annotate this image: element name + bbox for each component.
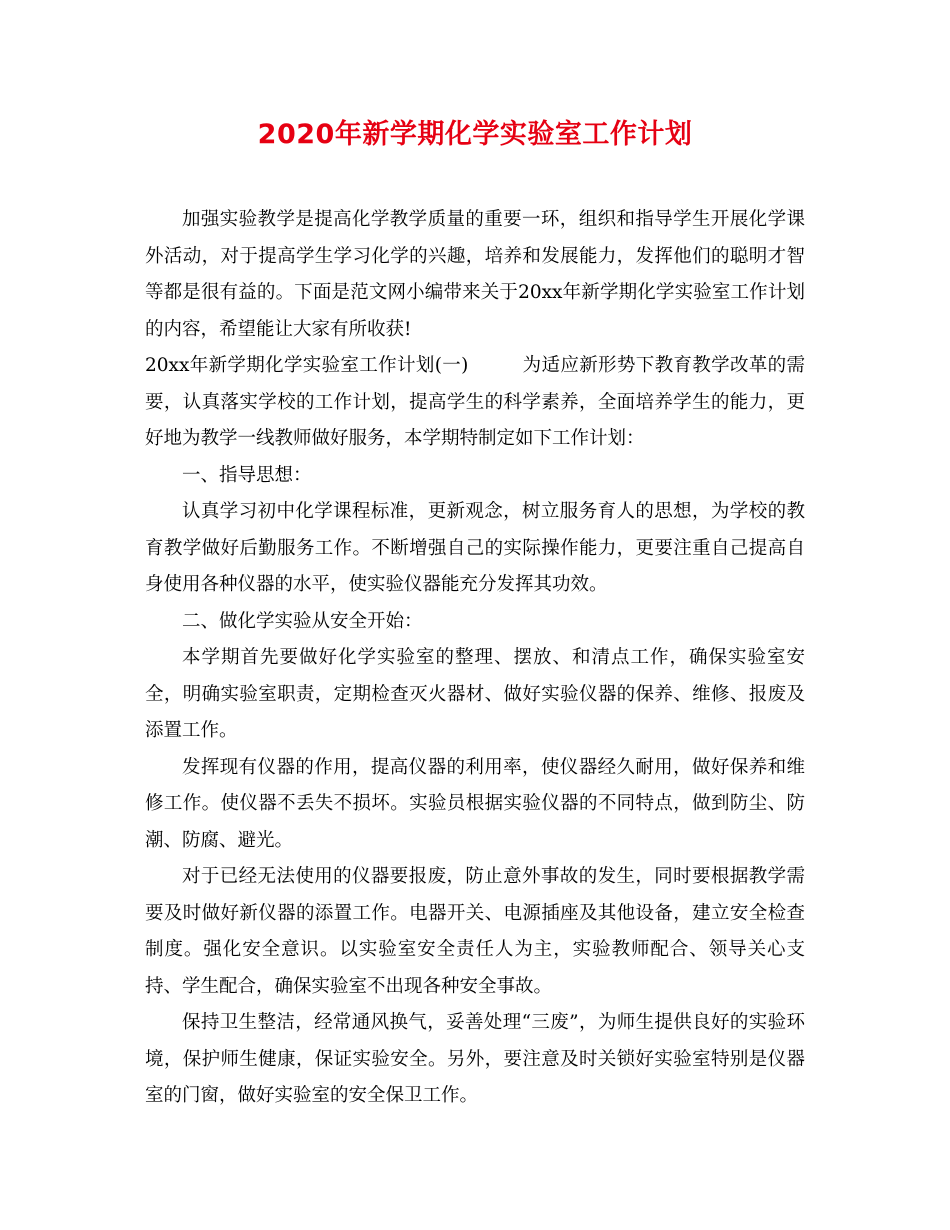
- section-2-paragraph-2: 发挥现有仪器的作用，提高仪器的利用率，使仪器经久耐用，做好保养和维修工作。使仪器不丢失不损坏。实验员根据实验仪器的不同特点，做到防尘、防潮、防腐、避光。: [145, 756, 805, 851]
- plan-heading: 20xx年新学期化学实验室工作计划(一): [145, 355, 469, 376]
- document-body: [145, 202, 805, 1115]
- section-2-heading: 二、做化学实验从安全开始：: [182, 610, 423, 632]
- section-2-paragraph-1: 本学期首先要做好化学实验室的整理、摆放、和清点工作，确保实验室安全，明确实验室职责，定期检查灭火器材、做好实验仪器的保养、维修、报废及添置工作。: [145, 647, 805, 741]
- section-1-paragraph-1: 认真学习初中化学课程标准，更新观念，树立服务育人的思想，为学校的教育教学做好后勤服务工作。不断增强自己的实际操作能力，更要注重自己提高自身使用各种仪器的水平，使实验仪器能充分发挥其功效。: [145, 501, 805, 595]
- section-2-paragraph-3: 对于已经无法使用的仪器要报废，防止意外事故的发生，同时要根据教学需要及时做好新仪器的添置工作。电器开关、电源插座及其他设备，建立安全检查制度。强化安全意识。以实验室安全责任人为主，实验教师配合、领导关心支持、学生配合，确保实验室不出现各种安全事故。: [145, 866, 805, 997]
- section-2-paragraph-4: 保持卫生整洁，经常通风换气，妥善处理“三废”，为师生提供良好的实验环境，保护师生健康，保证实验安全。另外，要注意及时关锁好实验室特别是仪器室的门窗，做好实验室的安全保卫工作。: [145, 1012, 805, 1106]
- document-title: 2020年新学期化学实验室工作计划: [257, 119, 693, 150]
- plan-paragraph: [145, 348, 805, 458]
- document-page: [145, 118, 805, 1115]
- plan-intro: 为适应新形势下教育教学改革的需要，认真落实学校的工作计划，提高学生的科学素养，全面培养学生的能力，更好地为教学一线教师做好服务，本学期特制定如下工作计划：: [145, 355, 805, 449]
- section-1-heading: 一、指导思想：: [182, 464, 312, 486]
- intro-paragraph: 加强实验教学是提高化学教学质量的重要一环，组织和指导学生开展化学课外活动，对于提高学生学习化学的兴趣，培养和发展能力，发挥他们的聪明才智等都是很有益的。下面是范文网小编带来关于20xx年新学期化学实验室工作计划的内容，希望能让大家有所收获!: [145, 209, 805, 340]
